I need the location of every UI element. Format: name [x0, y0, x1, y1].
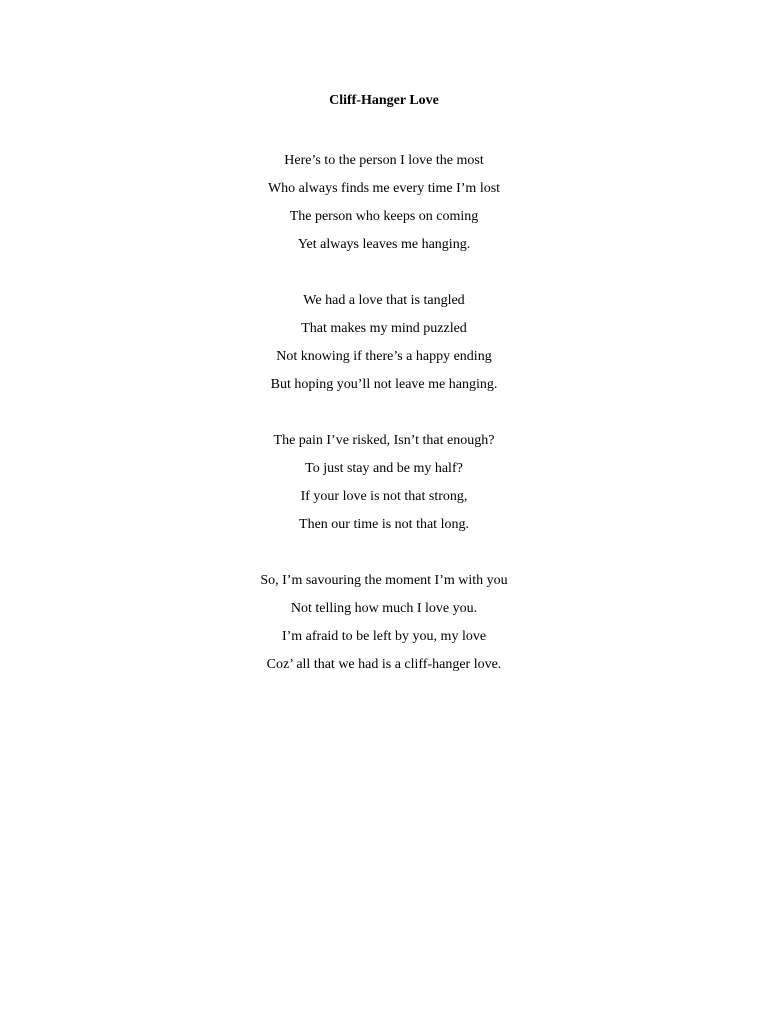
poem-line: I’m afraid to be left by you, my love [281, 629, 487, 644]
poem-line: So, I’m savouring the moment I’m with you [260, 573, 508, 588]
poem-line: The person who keeps on coming [289, 209, 479, 224]
poem-line: But hoping you’ll not leave me hanging. [270, 377, 498, 392]
poem-line: The pain I’ve risked, Isn’t that enough? [273, 433, 495, 448]
poem-line: If your love is not that strong, [300, 489, 468, 504]
poem-line: Who always finds me every time I’m lost [267, 181, 501, 196]
poem-title: Cliff-Hanger Love [329, 93, 439, 108]
poem-line: Yet always leaves me hanging. [297, 237, 471, 252]
poem-line: That makes my mind puzzled [301, 321, 467, 336]
poem-line: Not knowing if there’s a happy ending [276, 349, 492, 364]
stanza-3 [0, 427, 768, 539]
stanza-1 [0, 147, 768, 259]
poem-body [0, 147, 768, 707]
stanza-4 [0, 567, 768, 679]
poem-line: We had a love that is tangled [303, 293, 465, 308]
poem-line: To just stay and be my half? [305, 461, 463, 476]
poem-line: Then our time is not that long. [299, 517, 469, 532]
poem-line: Here’s to the person I love the most [284, 153, 484, 168]
poem-line: Coz’ all that we had is a cliff-hanger love. [266, 657, 502, 672]
poem-line: Not telling how much I love you. [290, 601, 478, 616]
stanza-2 [0, 287, 768, 399]
